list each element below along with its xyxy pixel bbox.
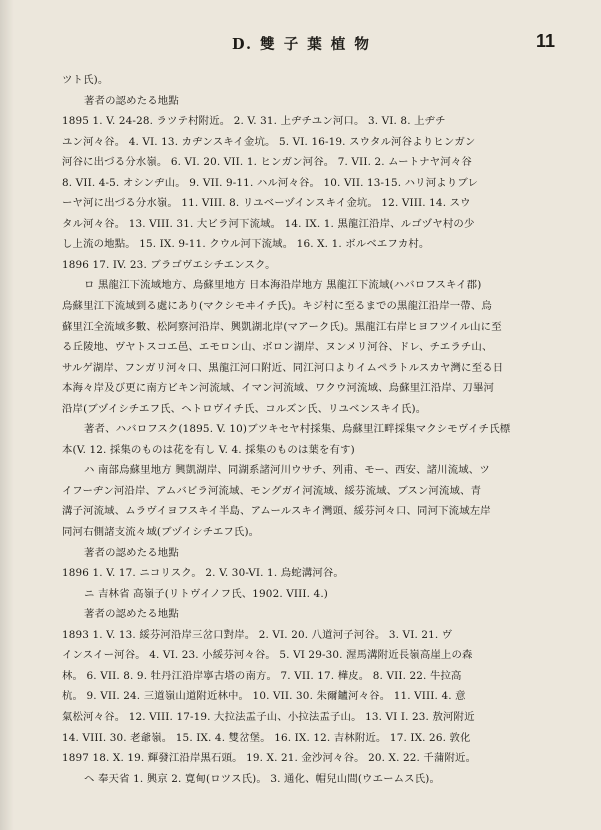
text-line: 著者、ハバロフスク(1895. V. 10)ブツキセヤ村採集、烏蘇里江畔採集マクシモヴイチ氏標 [84,423,511,436]
section-ni: ニ 吉林省 高嶺子(リトヴイノフ氏、1902. VIII. 4.) [84,587,328,600]
text-line: インスイー河谷。 4. VI. 23. 小綏芬河々谷。 5. VI 29-30. 渥馬溝附近長嶺高崖上の森 [62,649,473,662]
text-line: 本海々岸及び更に南方ビキン河流域、イマン河流域、ワクウ河流域、烏蘇里江沿岸、刀畢河 [62,382,495,395]
text-line: イフーヂン河沿岸、アムバビラ河流域、モングガイ河流域、綏芬流域、ブスン河流域、青 [62,484,482,497]
text-line: タル河々谷。 13. VIII. 31. 大ビラ河下流域。 14. IX. 1. 黒龍江沿岸、ルゴヅヤ村の少 [62,217,475,230]
subheading: 著者の認めたる地點 [84,546,179,559]
text-line: し上流の地點。 15. IX. 9-11. クウル河下流域。 16. X. 1. ボルベエフカ村。 [62,238,430,251]
subheading: 著者の認めたる地點 [84,94,179,107]
text-line: 烏蘇里江下流域到る處にあり(マクシモヰイチ氏)。キジ村に至るまでの黒龍江沿岸一帶、烏 [62,300,492,313]
body-text [62,70,558,789]
text-line: る丘陵地、ヴヤトスコエ邑、エモロン山、ボロン湖岸、ヌンメリ河谷、ドレ、チエラチ山、 [62,341,493,354]
section-he: ヘ 奉天省 1. 興京 2. 寛甸(ロツス氏)。 3. 通化、帽兒山間(ウエームス氏)。 [84,772,441,785]
text-line: 林。 6. VII. 8. 9. 牡丹江沿岸寧古塔の南方。 7. VII. 17. 樺皮。 8. VII. 22. 牛拉高 [62,669,462,682]
text-line: 8. VII. 4-5. オシンヂ山。 9. VII. 9-11. ハル河々谷。 10. VII. 13-15. ハリ河よりブレ [62,176,479,189]
text-line: ユン河々谷。 4. VI. 13. カヂンスキイ金坑。 5. VI. 16-19. スウタル河谷よりヒンガン [62,135,476,148]
subheading: 著者の認めたる地點 [84,608,179,621]
text-line: 本(V. 12. 採集のものは花を有し V. 4. 採集のものは葉を有す) [62,443,355,456]
text-line: ツト氏)。 [62,74,109,86]
text-line: 杭。 9. VII. 24. 三道嶺山道附近林中。 10. VII. 30. 朱爾鑪河々谷。 11. VIII. 4. 意 [62,690,466,703]
text-line: 氣松河々谷。 12. VIII. 17-19. 大拉法盂子山、小拉法盂子山。 13. VI I. 23. 敖河附近 [62,710,475,723]
running-header [62,33,555,55]
text-line: 1893 1. V. 13. 綏芬河沿岸三岔口對岸。 2. VI. 20. 八道河子河谷。 3. VI. 21. ヴ [62,628,453,641]
text-line: 河谷に出づる分水嶺。 6. VI. 20. VII. 1. ヒンガン河谷。 7. VII. 2. ムートナヤ河々谷 [62,156,472,169]
text-line: 1895 1. V. 24-28. ラツテ村附近。 2. V. 31. 上ヂチユン河口。 3. VI. 8. 上ヂチ [62,115,446,128]
text-line: 1897 18. X. 19. 輝發江沿岸黒石頭。 19. X. 21. 金沙河々谷。 20. X. 22. 千蒲附近。 [62,752,477,765]
page-number: 11 [535,31,555,51]
section-ro: ロ 黒龍江下流域地方、烏蘇里地方 日本海沿岸地方 黒龍江下流域(ハバロフスキイ郡) [84,279,482,292]
text-line: サルゲ湖岸、フンガリ河々口、黒龍江河口附近、同江河口よりイムペラトルスカヤ灣に至る日 [62,361,504,374]
text-line: 溝子河流域、ムラヴイヨフスキイ半島、アムールスキイ灣頭、綏芬河々口、同河下流域左岸 [62,505,491,518]
text-line: 1896 17. IV. 23. ブラゴヴエシチエンスク。 [62,258,276,271]
text-line: ーヤ河に出づる分水嶺。 11. VIII. 8. リユベーヅインスキイ金坑。 12. VIII. 14. スウ [62,197,471,210]
running-title: D. 雙 子 葉 植 物 [232,36,371,53]
text-line: 蘇里江全流域多數、松阿察河沿岸、興凱湖北岸(マアーク氏)。黒龍江右岸ヒヨフツイル山に至 [62,320,502,333]
section-ha: ハ 南部烏蘇里地方 興凱湖岸、同湖系諸河川ウサチ、列甫、モー、西安、諸川流域、ツ [84,464,490,477]
binding-shadow [0,0,14,830]
text-line: 14. VIII. 30. 老爺嶺。 15. IX. 4. 雙岔堡。 16. IX. 12. 吉林附近。 17. IX. 26. 敦化 [62,731,471,744]
text-line: 同河右側諸支流々域(ブヅイシチエフ氏)。 [62,526,260,539]
text-line: 沿岸(ブヅイシチエフ氏、ヘトロヴイチ氏、コルズン氏、リユベンスキイ氏)。 [62,402,427,415]
text-line: 1896 1. V. 17. ニコリスク。 2. V. 30-VI. 1. 烏蛇溝河谷。 [62,567,344,580]
